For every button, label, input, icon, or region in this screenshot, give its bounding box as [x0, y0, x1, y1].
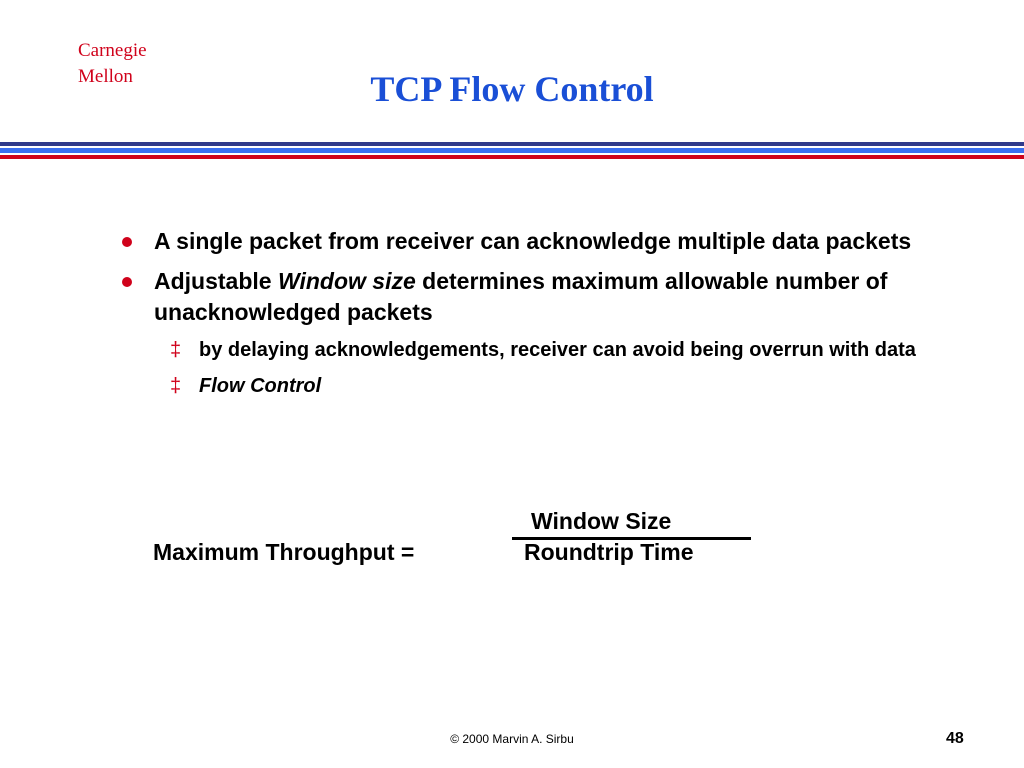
bullet-dot-icon [122, 277, 132, 287]
bullet-text-pre: Adjustable [154, 268, 278, 294]
bullet-text: A single packet from receiver can acknowledge multiple data packets [154, 228, 912, 254]
formula-denominator: Roundtrip Time [524, 539, 694, 565]
double-dagger-icon: ‡ [170, 375, 182, 397]
formula-lhs: Maximum Throughput = [153, 539, 415, 565]
title-divider [0, 142, 1024, 162]
logo-line-2: Mellon [78, 66, 133, 87]
bullet-dot-icon [122, 237, 132, 247]
bullet-text-post: determines maximum allowable number of unacknowledged packets [154, 268, 888, 325]
sub-bullet-text: by delaying acknowledgements, receiver can avoid being overrun with data [199, 339, 916, 361]
slide-title: TCP Flow Control [370, 69, 654, 109]
double-dagger-icon: ‡ [170, 339, 182, 361]
logo-line-1: Carnegie [78, 40, 147, 61]
bullet-list [118, 226, 918, 409]
page-number: 48 [946, 730, 964, 747]
bullet-text-emphasis: Window size [277, 268, 416, 294]
sub-bullet-item [164, 373, 918, 400]
footer-copyright: © 2000 Marvin A. Sirbu [450, 732, 574, 746]
sub-bullet-item [164, 337, 918, 364]
formula-numerator: Window Size [531, 508, 672, 534]
bullet-item [118, 266, 918, 328]
sub-bullet-emphasis: Flow Control [199, 375, 322, 397]
bullet-item [118, 226, 918, 257]
